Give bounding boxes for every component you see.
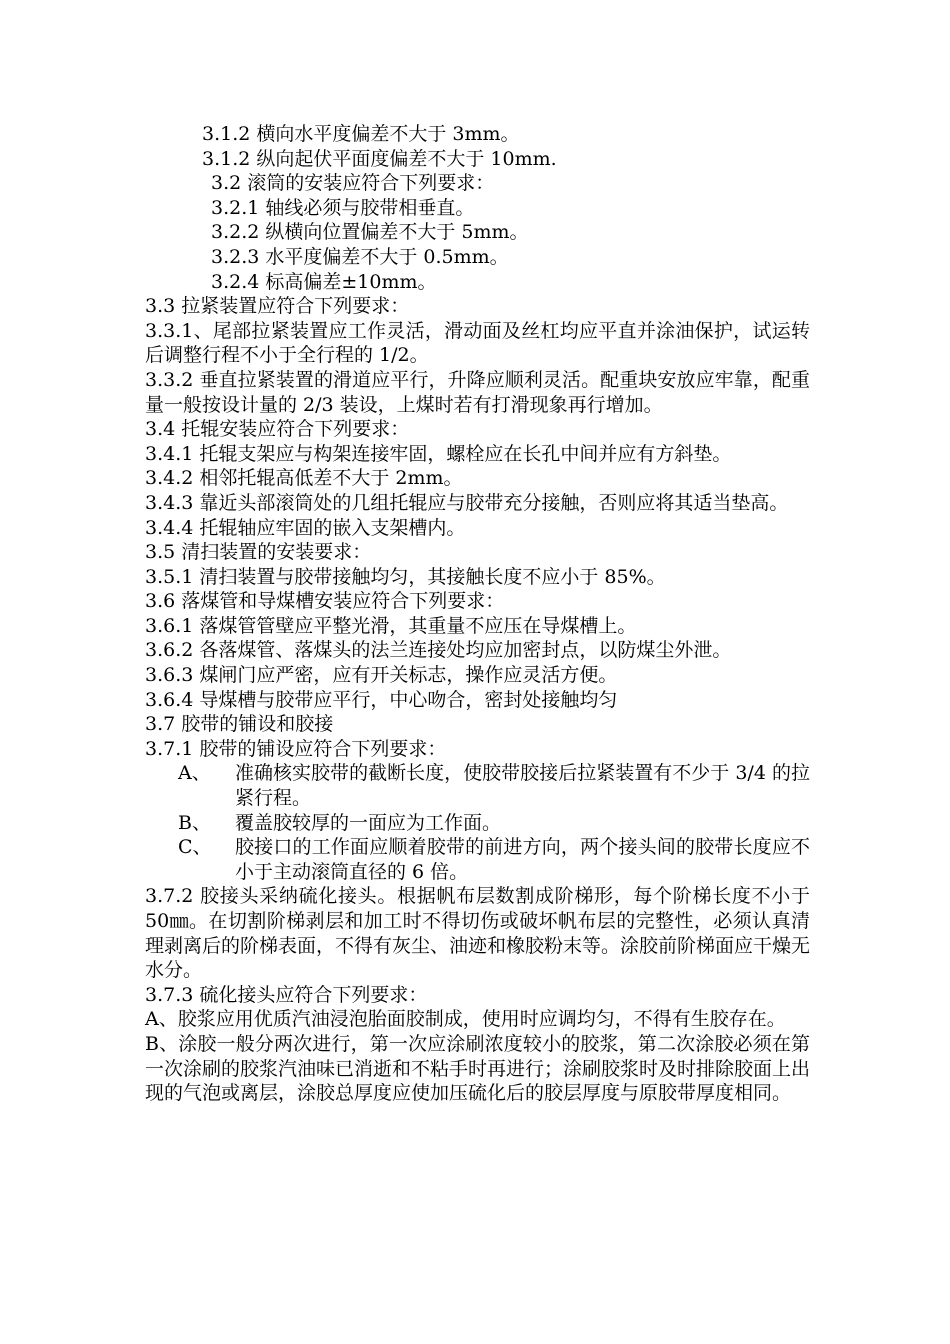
clause-3-3-2: 3.3.2 垂直拉紧装置的滑道应平行，升降应顺利灵活。配重块安放应牢靠，配重量一般按设计量的 2/3 装设，上煤时若有打滑现象再行增加。 xyxy=(145,368,810,416)
document-body xyxy=(145,122,810,1106)
clause-3-5-1: 3.5.1 清扫装置与胶带接触均匀，其接触长度不应小于 85%。 xyxy=(145,565,666,588)
clause-3-5-heading: 3.5 清扫装置的安装要求： xyxy=(145,541,372,564)
list-item-c xyxy=(145,835,810,884)
clause-3-7-3-a: A、胶浆应用优质汽油浸泡胎面胶制成，使用时应调均匀，不得有生胶存在。 xyxy=(145,1008,786,1031)
clause-3-4-heading: 3.4 托辊安装应符合下列要求： xyxy=(145,418,410,441)
list-item-b xyxy=(145,811,810,836)
clause-3-2-1: 3.2.1 轴线必须与胶带相垂直。 xyxy=(211,196,475,219)
list-text-c: 胶接口的工作面应顺着胶带的前进方向，两个接头间的胶带长度应不小于主动滚筒直径的 6 倍。 xyxy=(235,836,810,883)
clause-3-6-1: 3.6.1 落煤管管壁应平整光滑，其重量不应压在导煤槽上。 xyxy=(145,614,637,637)
clause-3-4-4: 3.4.4 托辊轴应牢固的嵌入支架槽内。 xyxy=(145,516,466,539)
clause-3-2-2: 3.2.2 纵横向位置偏差不大于 5mm。 xyxy=(211,221,529,244)
list-item-a xyxy=(145,761,810,810)
clause-3-6-2: 3.6.2 各落煤管、落煤头的法兰连接处均应加密封点，以防煤尘外泄。 xyxy=(145,639,732,662)
clause-3-2-3: 3.2.3 水平度偏差不大于 0.5mm。 xyxy=(211,245,509,268)
clause-3-1-2-horizontal: 3.1.2 横向水平度偏差不大于 3mm。 xyxy=(202,123,520,145)
clause-3-6-4: 3.6.4 导煤槽与胶带应平行，中心吻合，密封处接触均匀 xyxy=(145,688,618,711)
clause-3-6-3: 3.6.3 煤闸门应严密，应有开关标志，操作应灵活方便。 xyxy=(145,664,618,687)
list-marker-b: B、 xyxy=(178,811,211,834)
clause-3-7-2: 3.7.2 胶接头采纳硫化接头。根据帆布层数割成阶梯形，每个阶梯长度不小于 50㎜。在切割阶梯剥层和加工时不得切伤或破坏帆布层的完整性，必须认真清理剥离后的阶梯表面，不得有灰尘、油迹和橡胶粉末等。涂胶前阶梯面应干燥无水分。 xyxy=(145,885,811,982)
clause-3-3-heading: 3.3 拉紧装置应符合下列要求： xyxy=(145,295,410,318)
clause-3-7-3-b: B、涂胶一般分两次进行，第一次应涂刷浓度较小的胶浆，第二次涂胶必须在第一次涂刷的胶浆汽油味已消逝和不粘手时再进行；涂刷胶浆时及时排除胶面上出现的气泡或离层，涂胶总厚度应使加压硫化后的胶层厚度与原胶带厚度相同。 xyxy=(145,1032,811,1105)
list-text-b: 覆盖胶较厚的一面应为工作面。 xyxy=(235,811,502,834)
clause-3-7-3-heading: 3.7.3 硫化接头应符合下列要求： xyxy=(145,983,428,1006)
clause-3-6-heading: 3.6 落煤管和导煤槽安装应符合下列要求： xyxy=(145,590,505,613)
clause-3-3-1: 3.3.1、尾部拉紧装置应工作灵活，滑动面及丝杠均应平直并涂油保护，试运转后调整行程不小于全行程的 1/2。 xyxy=(145,319,810,367)
list-marker-c: C、 xyxy=(178,836,212,859)
list-marker-a: A、 xyxy=(178,762,211,785)
clause-3-4-2: 3.4.2 相邻托辊高低差不大于 2mm。 xyxy=(145,467,463,490)
clause-3-7-heading: 3.7 胶带的铺设和胶接 xyxy=(145,713,334,736)
clause-3-2-4: 3.2.4 标高偏差±10mm。 xyxy=(211,270,437,293)
clause-3-4-3: 3.4.3 靠近头部滚筒处的几组托辊应与胶带充分接触，否则应将其适当垫高。 xyxy=(145,491,789,514)
list-text-a: 准确核实胶带的截断长度，使胶带胶接后拉紧装置有不少于 3/4 的拉紧行程。 xyxy=(235,762,810,810)
clause-3-2-heading: 3.2 滚筒的安装应符合下列要求： xyxy=(211,172,495,195)
clause-3-7-1-heading: 3.7.1 胶带的铺设应符合下列要求： xyxy=(145,737,447,760)
clause-3-1-2-longitudinal: 3.1.2 纵向起伏平面度偏差不大于 10mm. xyxy=(202,147,557,170)
clause-3-4-1: 3.4.1 托辊支架应与构架连接牢固，螺栓应在长孔中间并应有方斜垫。 xyxy=(145,442,732,465)
